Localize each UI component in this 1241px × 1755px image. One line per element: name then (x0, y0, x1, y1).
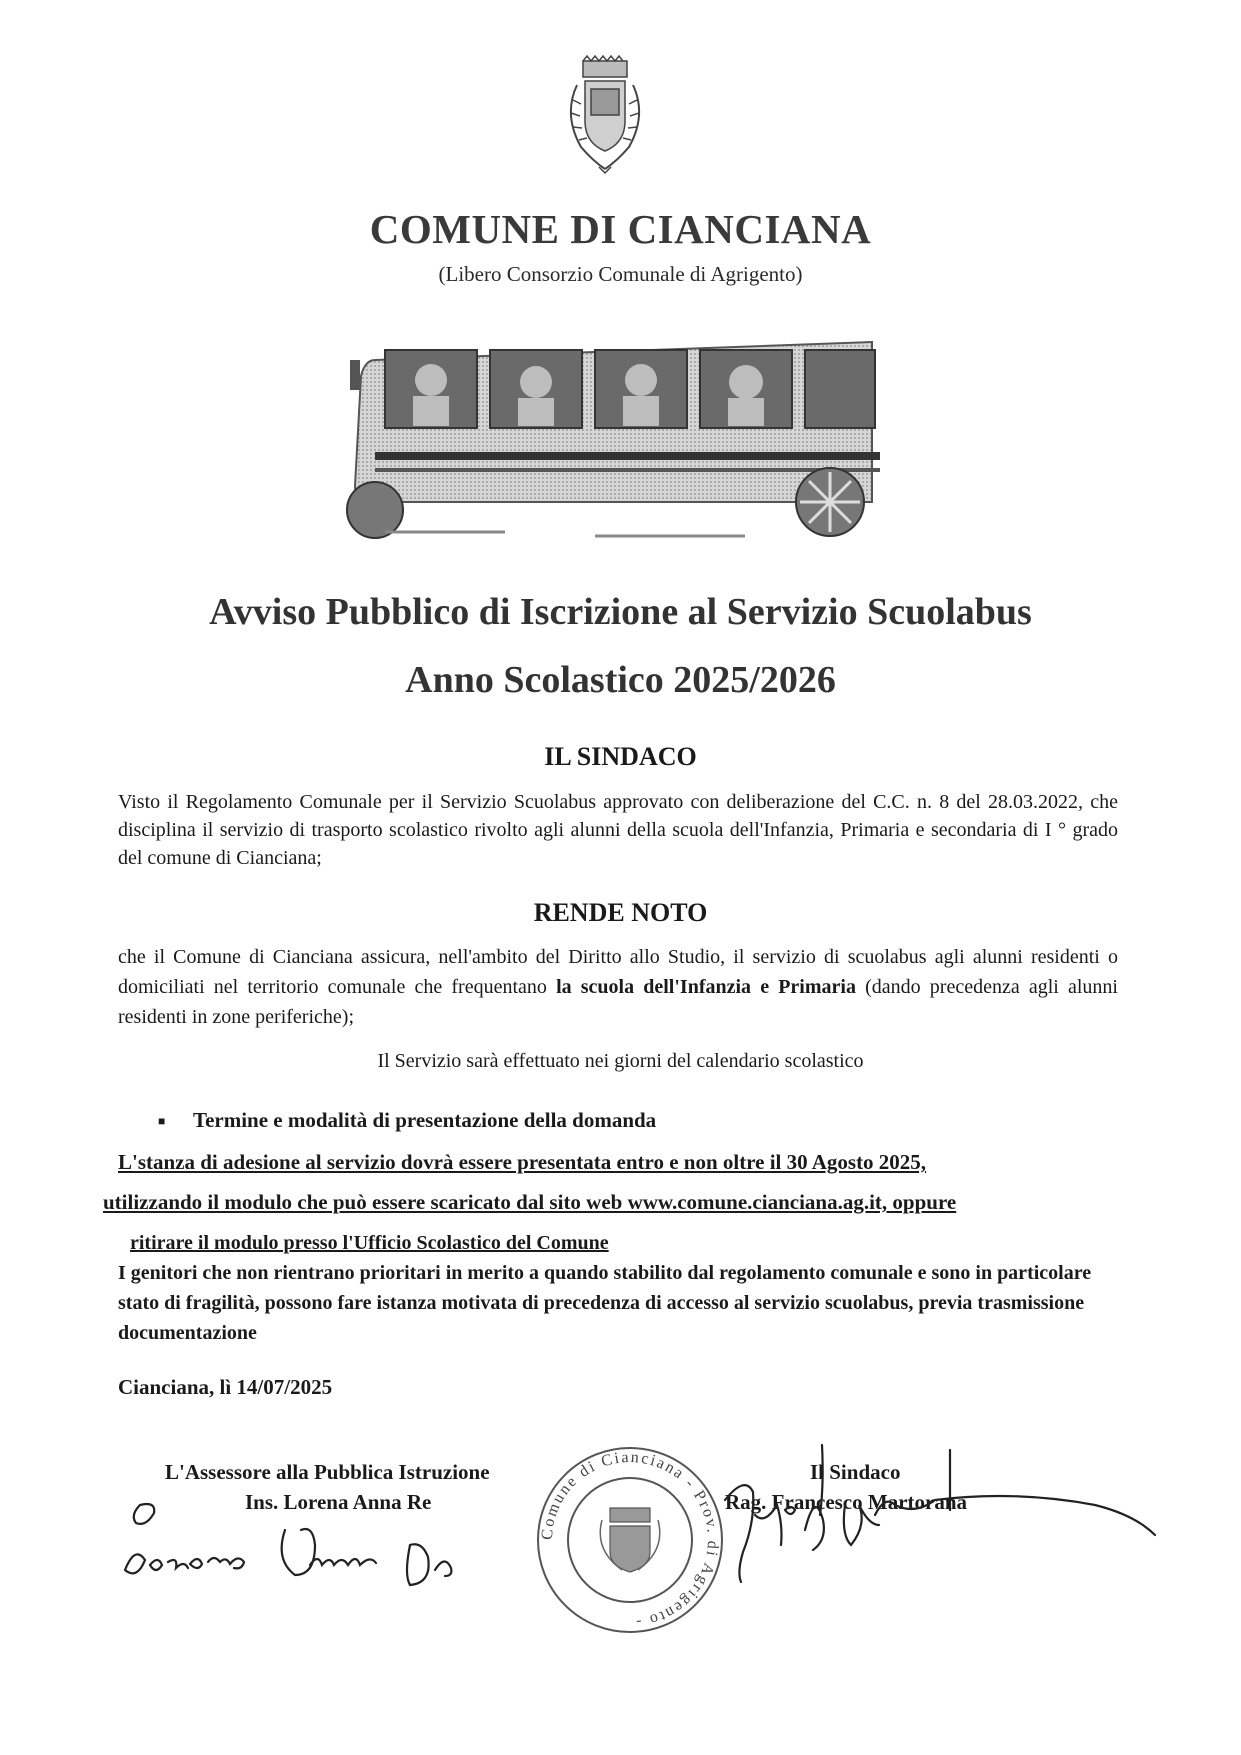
school-bus-illustration (345, 340, 885, 550)
bullet-icon: ■ (158, 1114, 166, 1128)
assessore-signature (110, 1490, 530, 1600)
genitori-paragraph: I genitori che non rientrano prioritari in merito a quando stabilito dal regolamento comunale e sono in particolare stato di fragilità, possono fare istanza motivata di precedenza di accesso al servizio scuolabus, previa trasmissione documentazione (118, 1262, 1092, 1344)
deadline-line-1: L'stanza di adesione al servizio dovrà essere presentata entro e non oltre il 30 Agosto 2025, (118, 1150, 927, 1174)
date-line: Cianciana, lì 14/07/2025 (118, 1375, 333, 1399)
sindaco-role: Il Sindaco (810, 1460, 901, 1484)
assessore-role: L'Assessore alla Pubblica Istruzione (165, 1460, 490, 1484)
visto-paragraph: Visto il Regolamento Comunale per il Servizio Scuolabus approvato con deliberazione del C.C. n. 8 del 28.03.2022, che disciplina il servizio di trasporto scolastico rivolto agli alunni della scuola dell'Infanzia, Primaria e secondaria di I ° grado del comune di Cianciana; (118, 791, 1118, 869)
rende-noto-bold: la scuola dell'Infanzia e Primaria (556, 976, 856, 998)
school-year-title: Anno Scolastico 2025/2026 (405, 659, 836, 701)
coat-of-arms-icon (555, 55, 655, 180)
municipality-title: COMUNE DI CIANCIANA (369, 206, 872, 252)
deadline-line-2: utilizzando il modulo che può essere scaricato dal sito web www.comune.cianciana.ag.it, oppure (103, 1190, 957, 1214)
sindaco-name: Rag. Francesco Martorana (725, 1490, 968, 1514)
province-subtitle: (Libero Consorzio Comunale di Agrigento) (438, 262, 803, 286)
rende-noto-text-1: che il Comune di Cianciana assicura, nell'ambito del Diritto allo Studio, il servizio di scuolabus agli alunni residenti o domiciliati nel territorio comunale che frequentano (118, 946, 1118, 998)
rende-noto-heading: RENDE NOTO (533, 898, 708, 927)
termine-heading: Termine e modalità di presentazione della domanda (193, 1108, 657, 1132)
deadline-line-3: ritirare il modulo presso l'Ufficio Scolastico del Comune (130, 1232, 609, 1254)
rende-noto-paragraph (118, 942, 1118, 1032)
notice-title: Avviso Pubblico di Iscrizione al Servizio Scuolabus (209, 591, 1032, 633)
seal-text: Comune di Cianciana - Prov. di Agrigento - (538, 1448, 722, 1631)
calendario-note: Il Servizio sarà effettuato nei giorni del calendario scolastico (377, 1050, 864, 1072)
rende-noto-text-2: (dando precedenza agli alunni residenti in zone periferiche); (118, 976, 1118, 1028)
sindaco-heading: IL SINDACO (544, 742, 697, 771)
sindaco-signature (700, 1440, 1180, 1610)
assessore-name: Ins. Lorena Anna Re (245, 1490, 432, 1514)
